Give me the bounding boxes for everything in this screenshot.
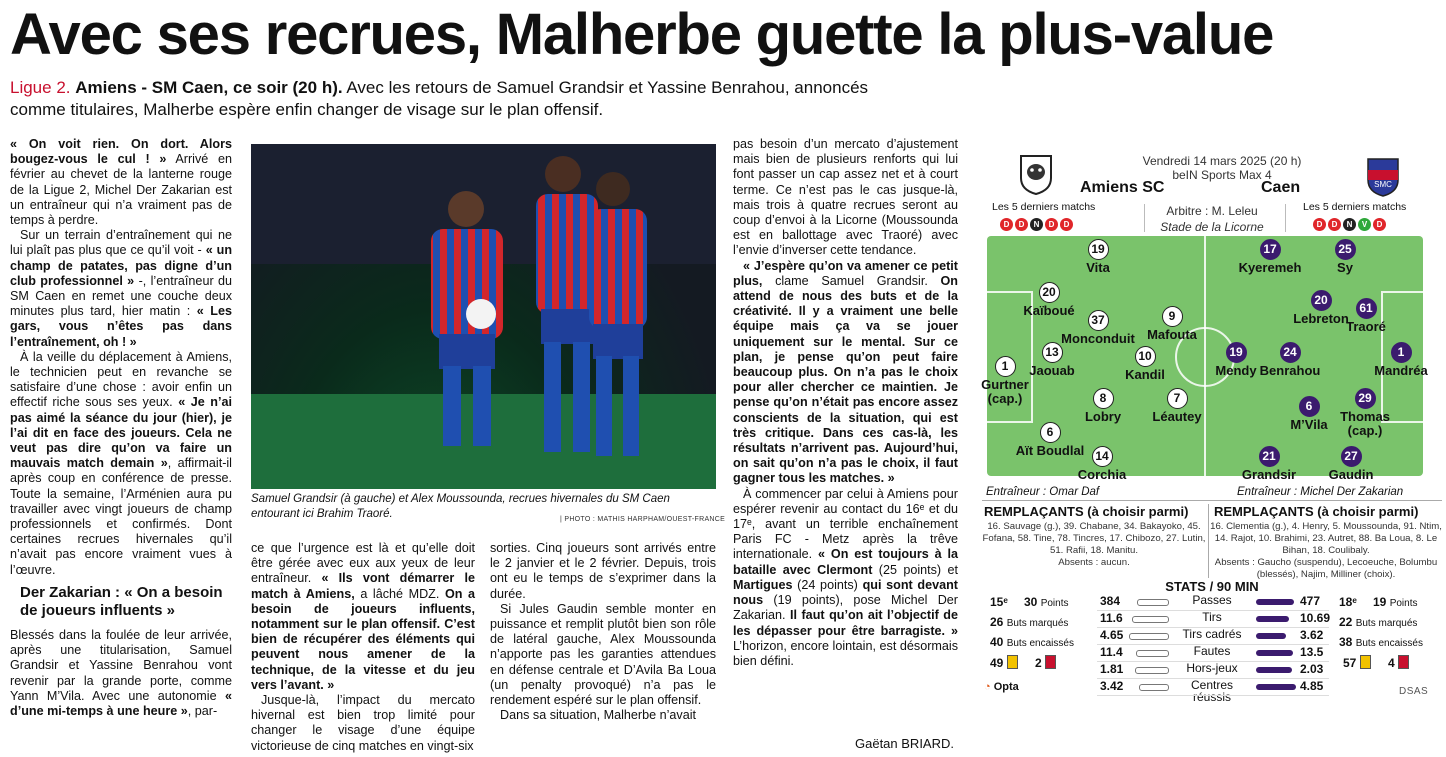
paragraph-text: L’horizon, encore lointain, est désormais bien défini. [733, 638, 958, 668]
stats-title: STATS / 90 MIN [1165, 579, 1259, 594]
away-player: 61 Traoré [1326, 298, 1406, 334]
home-player: 13 Jaouab [1012, 342, 1092, 378]
article-column-4 [733, 137, 958, 669]
quote: Il faut qu’on ait l’objectif de les dépasser pour être barragiste. » [733, 608, 958, 638]
stat-home-bar [1129, 633, 1169, 640]
stat-away-bar [1256, 633, 1286, 639]
match-date: Vendredi 14 mars 2025 (20 h) [1142, 154, 1302, 168]
home-player: 10 Kandil [1105, 346, 1185, 382]
quote: « Ils vont démarrer le match à Amiens, [251, 571, 475, 601]
paragraph-text: Jusque-là, l’impact du mercato hivernal est bien trop limité pour changer le visage d’une équipe victorieuse de cinq matches en vingt-six [251, 693, 475, 753]
quote: qui sont devant nous [733, 577, 958, 608]
stat-home-value: 11.4 [1100, 645, 1123, 659]
away-player: 17 Kyeremeh [1230, 239, 1310, 275]
article-column-3 [490, 541, 716, 723]
points-label: Points [1389, 598, 1418, 609]
form-badge: D [1015, 218, 1028, 231]
paragraph-text: À la veille du déplacement à Amiens, le technicien peut en revanche se satisfaire d’une chose : avoir enfin un effectif riche sous ses yeux. [10, 349, 232, 410]
paragraph-text: Sur un terrain d’entraînement qui ne lui plaît pas plus que ce qu’il voit - [10, 228, 232, 258]
home-subs-list: 16. Sauvage (g.), 39. Chabane, 34. Bakayoko, 45. Fofana, 58. Tine, 78. Tincres, 17. Chibozo, 27. Lutin, 51. Rafii, 18. Manitu. [982, 521, 1206, 556]
goals-for-label: Buts marqués [1355, 618, 1418, 629]
away-player: 21 Grandsir [1229, 446, 1309, 482]
svg-text:SMC: SMC [1374, 180, 1392, 189]
away-form [1313, 216, 1388, 231]
paragraph-text: sorties. Cinq joueurs sont arrivés entre le 2 janvier et le 2 février. Depuis, trois ont eu le temps de s’exprimer dans la durée. [490, 541, 716, 601]
match-photo [251, 144, 716, 489]
stat-away-value: 477 [1300, 594, 1321, 608]
stat-label: Hors-jeux [1186, 661, 1238, 675]
home-absents: Absents : aucun. [1058, 557, 1130, 568]
home-player: 8 Lobry [1063, 388, 1143, 424]
away-player: 29 Thomas (cap.) [1325, 388, 1405, 438]
paragraph-text: a lâché MDZ. [360, 586, 440, 601]
paragraph-text: (24 points) [797, 577, 858, 592]
away-points-value: 19 [1373, 595, 1387, 609]
paragraph-text: ce que l’urgence est là et qu’elle doit être gérée avec eux aux yeux de leur entraîneur. [251, 541, 475, 586]
quote: « J’espère qu’on va amener ce petit plus, [733, 258, 958, 288]
stat-home-value: 1.81 [1100, 662, 1124, 676]
headline: Avec ses recrues, Malherbe guette la plus-value [10, 2, 1274, 67]
home-player: 14 Corchia [1062, 446, 1142, 482]
form-badge: D [1045, 218, 1058, 231]
stat-separator [1097, 695, 1329, 696]
away-goals-for-value: 22 [1339, 615, 1353, 629]
paragraph-text: clame Samuel Grandsir. [775, 273, 928, 288]
away-yellow-count: 57 [1343, 656, 1357, 670]
opta-logo [984, 681, 1019, 693]
deck [10, 77, 910, 121]
stat-home-bar [1139, 684, 1169, 691]
form-badge: V [1358, 218, 1371, 231]
stat-away-value: 3.62 [1300, 628, 1324, 642]
away-player: 6 M’Vila [1269, 396, 1349, 432]
stat-home-value: 3.42 [1100, 679, 1124, 693]
paragraph-text: pas besoin d’un mercato d’ajustement mais bien de plusieurs renforts qui lui font passer un cap assez net et à court terme. Ce n’est pas le cas jusque-là, mais trois à quatre recrues seront au coup d’envoi à la Licorne (Moussounda est en ballottage avec Traoré) avec l’envie d’inverser cette tendance. [733, 137, 958, 258]
away-absents: Absents : Gaucho (suspendu), Lecoeuche, Bolumbu (blessés), Najim, Milliner (choix). [1214, 557, 1438, 580]
stat-label: Tirs [1202, 610, 1222, 624]
away-player: 27 Gaudin [1311, 446, 1391, 482]
quote: « On voit rien. On dort. Alors bougez-vous le cul ! » [10, 137, 232, 167]
stat-row [982, 611, 1442, 628]
home-yellow-count: 49 [990, 656, 1004, 670]
paragraph-text: -, l’entraîneur du SM Caen en remet une couche deux minutes plus tard, hier matin : [10, 273, 233, 319]
stat-home-value: 11.6 [1100, 611, 1123, 625]
paragraph-text: Arrivé en février au chevet de la lanterne rouge de la Ligue 2, Michel Der Zakarian est un entraîneur qui n’a vraiment pas de temps à perdre. [10, 152, 232, 228]
paragraph-text: Blessés dans la foulée de leur arrivée, après une titularisation, Samuel Grandsir et Yassine Benrahou vont revenir par la grande porte, comme Yann M’Vila. Avec une autonomie [10, 627, 232, 703]
article-column-1 [10, 137, 232, 719]
dsas-credit: DSAS [1399, 686, 1429, 697]
home-team-name: Amiens SC [1080, 179, 1165, 196]
away-subs-title: REMPLAÇANTS (à choisir parmi) [1214, 504, 1419, 519]
subheading: Der Zakarian : « On a besoin de joueurs influents » [20, 583, 223, 619]
home-player: 19 Vita [1058, 239, 1138, 275]
away-rank: 18ᵉ [1339, 595, 1357, 609]
quote: « d’une mi-temps à une heure » [10, 688, 233, 718]
paragraph-text: , par- [187, 703, 218, 718]
caen-crest-icon [1365, 156, 1401, 198]
home-form [1000, 216, 1075, 231]
stat-away-value: 2.03 [1300, 662, 1324, 676]
stat-away-value: 4.85 [1300, 679, 1324, 693]
home-points-value: 30 [1024, 595, 1038, 609]
away-subs-list: 16. Clementia (g.), 4. Henry, 5. Moussounda, 91. Ntim, 14. Rajot, 10. Brahimi, 23. Autret, 88. Ba Loua, 8. Le Bihan, 18. Coulibaly. [1210, 521, 1442, 556]
stats-table [982, 594, 1442, 704]
away-red-count: 4 [1388, 656, 1395, 670]
deck-kicker: Ligue 2. [10, 78, 71, 97]
article-column-2 [251, 541, 475, 754]
form-badge: D [1328, 218, 1341, 231]
form-badge: D [1313, 218, 1326, 231]
quote: « un champ de patates, pas digne d’un club professionnel » [10, 243, 233, 288]
quote: On a besoin de joueurs influents, notamment sur le plan offensif. C’est bien de récupérer des éléments qui peuvent nous amener de la technique, de la vitesse et du jeu vers l’avant. » [251, 586, 476, 692]
paragraph-text: Dans sa situation, Malherbe n’avait [500, 708, 697, 723]
divider [982, 500, 1442, 501]
paragraph-text: (19 points), pose Michel Der Zakarian. [733, 593, 958, 623]
stat-home-bar [1132, 616, 1169, 623]
away-form-label: Les 5 derniers matchs [1303, 201, 1407, 213]
home-goals-against-value: 40 [990, 635, 1004, 649]
photo-illustration [251, 144, 716, 489]
pitch [981, 236, 1428, 482]
away-subs [1210, 521, 1442, 581]
deck-match: Amiens - SM Caen, ce soir (20 h). [75, 78, 343, 97]
stat-label: Tirs cadrés [1182, 627, 1242, 641]
stadium: Stade de la Licorne [1160, 220, 1264, 234]
match-infographic [982, 148, 1442, 708]
stat-away-bar [1256, 667, 1292, 673]
paragraph-text: Si Jules Gaudin semble monter en puissance et remplit plutôt bien son rôle de latéral gauche, Alex Moussounda n’apporte pas les garanties attendues en défense centrale et D’Avila Ba Loua (un penalty provoqué) n’a pas le rendement espéré sur le plan offensif. [490, 601, 716, 708]
home-coach: Entraîneur : Omar Daf [986, 486, 1100, 498]
stat-home-bar [1136, 650, 1169, 657]
author-signature: Gaëtan BRIARD. [855, 736, 954, 751]
tv-channel: beIN Sports Max 4 [1172, 168, 1272, 182]
home-red-count: 2 [1035, 656, 1042, 670]
divider [1208, 504, 1209, 578]
goals-for-label: Buts marqués [1006, 618, 1069, 629]
home-goals-for-value: 26 [990, 615, 1004, 629]
away-player: 19 Mendy [1196, 342, 1276, 378]
away-player: 20 Lebreton [1281, 290, 1361, 326]
stat-home-value: 4.65 [1100, 628, 1124, 642]
home-player: 20 Kaïboué [1009, 282, 1089, 318]
form-badge: D [1060, 218, 1073, 231]
away-goals-against-value: 38 [1339, 635, 1353, 649]
stat-away-bar [1256, 650, 1293, 656]
away-player: 24 Benrahou [1250, 342, 1330, 378]
stat-away-bar [1256, 684, 1296, 690]
stat-away-value: 10.69 [1300, 611, 1331, 625]
form-badge: D [1000, 218, 1013, 231]
home-player: 7 Léautey [1137, 388, 1217, 424]
away-player: 1 Mandréa [1366, 342, 1436, 378]
stat-label: Passes [1192, 593, 1232, 607]
quote: « Les gars, vous n’êtes pas dans l’entraînement, oh ! » [10, 304, 232, 349]
deck-text: Avec les retours de Samuel Grandsir et Yassine Benrahou, annoncés comme titulaires, Malherbe espère enfin changer de visage sur le plan offensif. [10, 78, 869, 119]
opta-label: Opta [993, 681, 1019, 693]
form-badge: N [1030, 218, 1043, 231]
photo-credit: | PHOTO : MATHIS HARPHAM/OUEST-FRANCE [560, 516, 726, 523]
home-form-label: Les 5 derniers matchs [992, 201, 1096, 213]
match-info [1112, 154, 1332, 182]
stat-away-bar [1256, 599, 1294, 605]
goals-against-label: Buts encaissés [1006, 638, 1074, 649]
photo-caption: Samuel Grandsir (à gauche) et Alex Moussounda, recrues hivernales du SM Caen entourant ici Brahim Traoré. [251, 493, 670, 520]
form-badge: D [1373, 218, 1386, 231]
goals-against-label: Buts encaissés [1355, 638, 1423, 649]
stat-home-bar [1135, 667, 1169, 674]
paragraph-text: À commencer par celui à Amiens pour espérer revenir au contact du 16ᵉ et du 17ᵉ, avant un terrible enchaînement Paris FC - Metz après la trêve internationale. [733, 486, 958, 562]
stat-row [982, 628, 1442, 645]
stat-row [982, 594, 1442, 611]
stat-row [982, 678, 1442, 704]
opta-icon: ◔ [984, 681, 991, 693]
points-label: Points [1040, 598, 1069, 609]
quote: Martigues [733, 577, 793, 592]
away-coach: Entraîneur : Michel Der Zakarian [1237, 486, 1404, 498]
referee: Arbitre : M. Leleu [1166, 204, 1258, 218]
home-player: 37 Monconduit [1058, 310, 1138, 346]
home-player: 1 Gurtner (cap.) [970, 356, 1040, 406]
stat-row [982, 645, 1442, 662]
stat-label: Fautes [1193, 644, 1231, 658]
paragraph-text: , affirmait-il après coup en conférence de presse. Toute la semaine, l’Arménien aura pu travailler avec vingt joueurs de champ professionnels et confirmés. Dont certaines recrues hivernales qu’il n’avait pas encore vraiment vues à l’œuvre. [10, 456, 232, 577]
home-player: 6 Aït Boudlal [1010, 422, 1090, 458]
home-subs [982, 521, 1206, 569]
stat-home-bar [1137, 599, 1169, 606]
away-player: 25 Sy [1305, 239, 1385, 275]
away-team-name: Caen [1261, 179, 1301, 196]
quote: « Je n’ai pas aimé la séance du jour (hier), je l’ai dit en face des joueurs. Cela ne veut pas dire qu’on va faire un mauvais match demain » [10, 395, 232, 471]
home-rank: 15ᵉ [990, 595, 1008, 609]
stat-home-value: 384 [1100, 594, 1121, 608]
stat-row [982, 662, 1442, 679]
stat-away-value: 13.5 [1300, 645, 1324, 659]
form-badge: N [1343, 218, 1356, 231]
quote: « On est toujours à la bataille avec Clermont [733, 547, 958, 577]
amiens-crest-icon [1017, 152, 1055, 196]
stat-away-bar [1256, 616, 1289, 622]
stat-label: Centres réussis [1190, 678, 1234, 704]
home-player: 9 Mafouta [1132, 306, 1212, 342]
quote: On attend de nous des buts et de la créativité. Il y a vraiment une belle équipe mais ça va se jouer uniquement sur le mental. Sur ce plan, je pense qu’on peut faire beaucoup plus. On n’a pas le choix pour aller chercher ce maintien. Je pense qu’on n’était pas encore assez conscients de la situation, qui est très critique. Dans ces cas-là, les résultats n’arrivent pas. Aujourd’hui, on sait qu’on n’a pas le choix, il faut gagner tous les matches. » [733, 273, 959, 486]
home-subs-title: REMPLAÇANTS (à choisir parmi) [984, 504, 1189, 519]
paragraph-text: (25 points) et [878, 562, 958, 577]
match-officials [1112, 203, 1312, 235]
